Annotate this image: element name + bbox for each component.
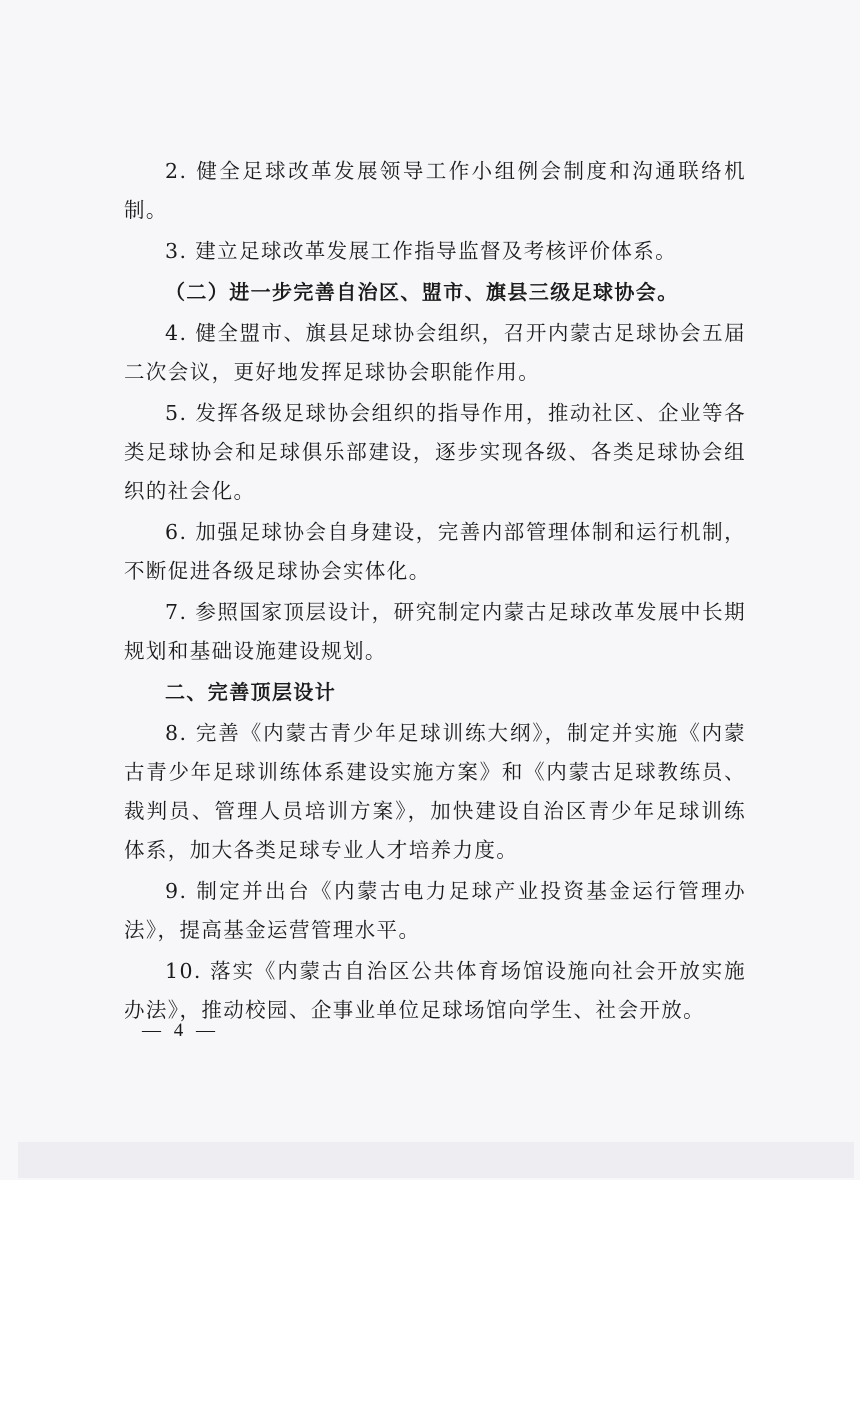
paragraph-item-3: 3. 建立足球改革发展工作指导监督及考核评价体系。 [165,239,678,263]
paragraph-item-5: 5. 发挥各级足球协会组织的指导作用，推动社区、企业等各类足球协会和足球俱乐部建设，逐步实现各级、各类足球协会组织的社会化。 [124,401,746,503]
paragraph-item-9: 9. 制定并出台《内蒙古电力足球产业投资基金运行管理办法》，提高基金运营管理水平。 [124,879,746,942]
paragraph-item-10: 10. 落实《内蒙古自治区公共体育场馆设施向社会开放实施办法》，推动校园、企事业单位足球场馆向学生、社会开放。 [124,959,746,1022]
subheading-football-associations: （二）进一步完善自治区、盟市、旗县三级足球协会。 [165,280,679,304]
paragraph-item-6: 6. 加强足球协会自身建设，完善内部管理体制和运行机制，不断促进各级足球协会实体化。 [124,520,746,583]
document-body [124,152,746,1030]
blank-margin [0,1180,860,1416]
paragraph-item-8: 8. 完善《内蒙古青少年足球训练大纲》，制定并实施《内蒙古青少年足球训练体系建设实施方案》和《内蒙古足球教练员、裁判员、管理人员培训方案》，加快建设自治区青少年足球训练体系，加大各类足球专业人才培养力度。 [124,721,746,862]
scan-shadow-edge [18,1142,854,1178]
paragraph-item-4: 4. 健全盟市、旗县足球协会组织，召开内蒙古足球协会五届二次会议，更好地发挥足球协会职能作用。 [124,321,746,384]
paragraph-item-2: 2. 健全足球改革发展领导工作小组例会制度和沟通联络机制。 [124,159,746,222]
page-number: — 4 — [142,1020,216,1041]
section-heading-top-level-design: 二、完善顶层设计 [165,680,337,704]
paragraph-item-7: 7. 参照国家顶层设计，研究制定内蒙古足球改革发展中长期规划和基础设施建设规划。 [124,600,746,663]
